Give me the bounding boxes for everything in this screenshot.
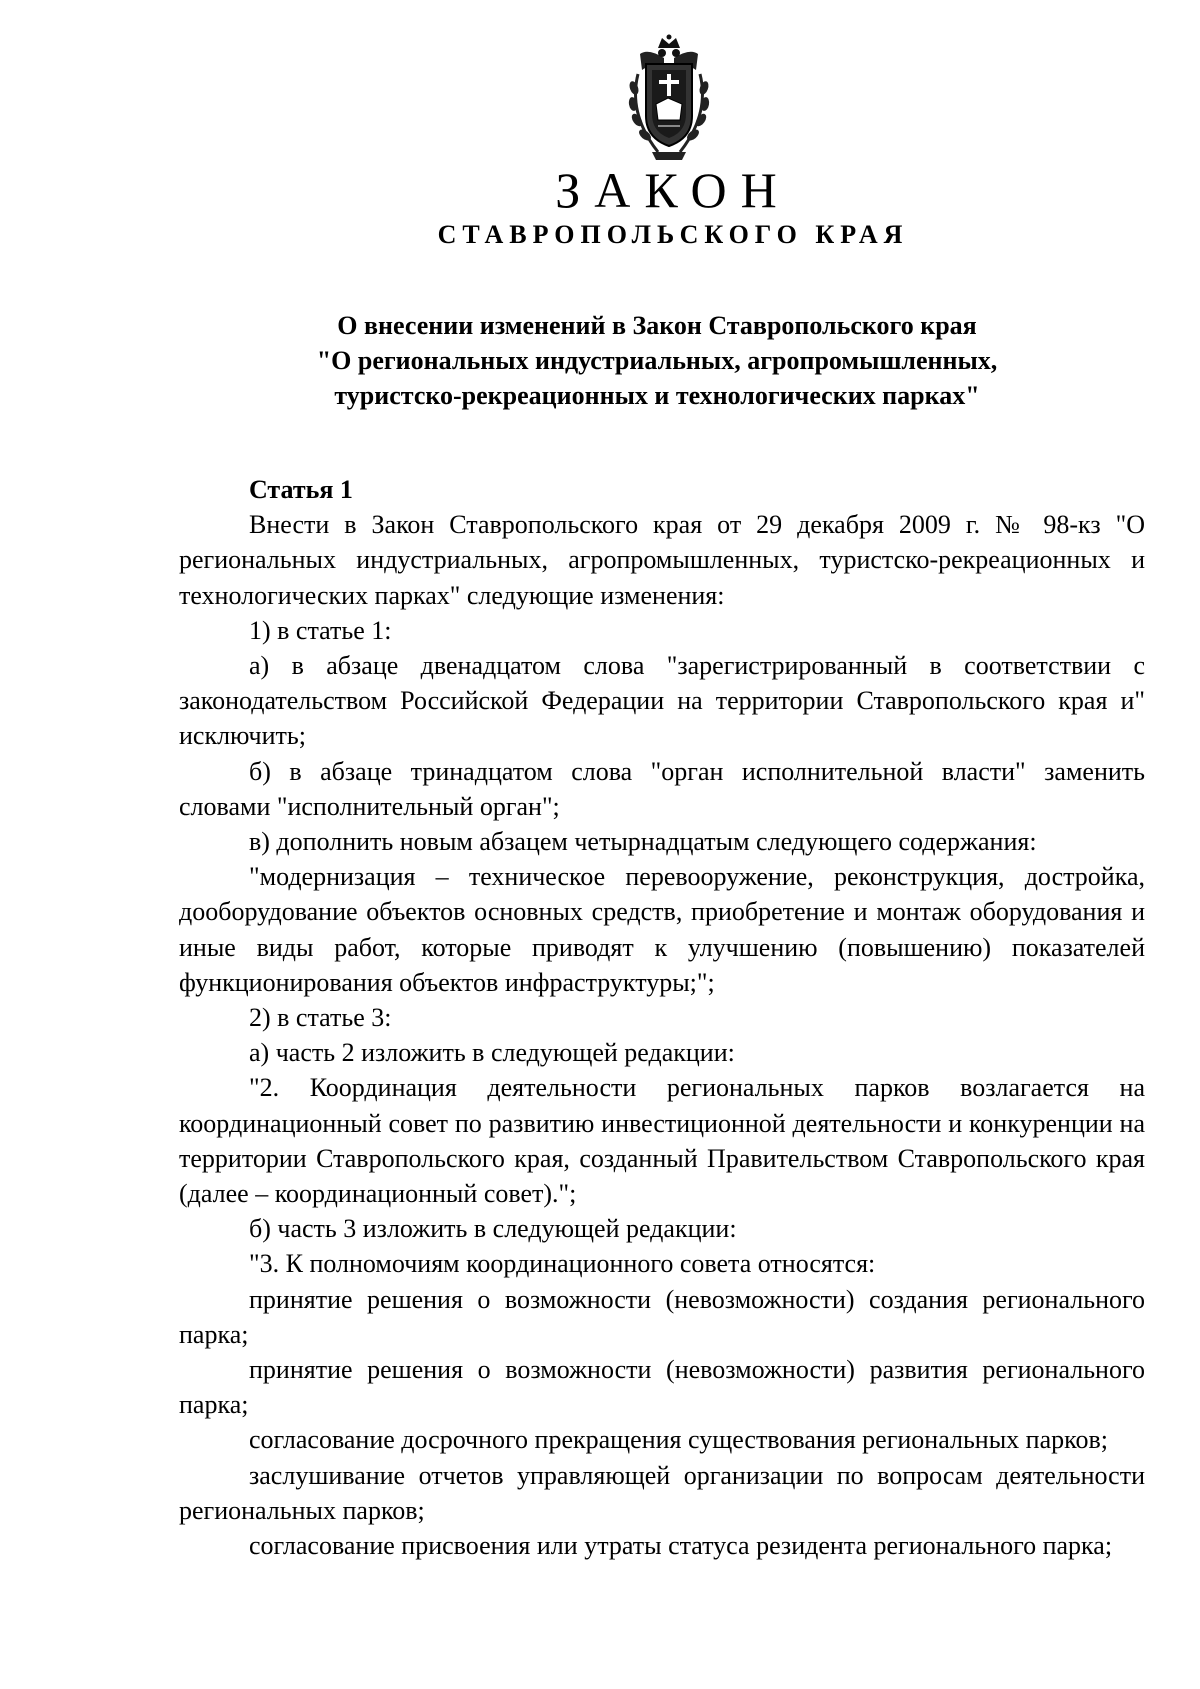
article-paragraph: б) часть 3 изложить в следующей редакции: xyxy=(249,1214,737,1244)
article-paragraph: Внести в Закон Ставропольского края от 29 декабря 2009 г. № 98-кз "О региональных индустриальных, агропромышленных, туристско-рекреационных и технологических парках" следующие изменения: xyxy=(179,510,1145,610)
law-name-line: туристско-рекреационных и технологических парках" xyxy=(334,381,980,410)
article-paragraph: 1) в статье 1: xyxy=(249,615,392,645)
article-paragraph: "2. Координация деятельности региональных парков возлагается на координационный совет по развитию инвестиционной деятельности и конкуренции на территории Ставропольского края, созданный Правительством Ставропольского края (далее – координационный совет)."; xyxy=(179,1073,1145,1209)
law-name-line: "О региональных индустриальных, агропромышленных, xyxy=(316,346,998,375)
article-paragraph: принятие решения о возможности (невозможности) развития регионального парка; xyxy=(179,1355,1145,1420)
article-paragraph: "3. К полномочиям координационного совета относятся: xyxy=(249,1249,876,1279)
article-paragraph: согласование присвоения или утраты статуса резидента регионального парка; xyxy=(249,1531,1113,1561)
article-paragraph: согласование досрочного прекращения существования региональных парков; xyxy=(249,1425,1108,1455)
article-body xyxy=(179,472,1145,1563)
article-paragraph: принятие решения о возможности (невозможности) создания регионального парка; xyxy=(179,1284,1145,1349)
article-paragraph: 2) в статье 3: xyxy=(249,1003,392,1033)
article-paragraph: "модернизация – техническое перевооружение, реконструкция, достройка, дооборудование объектов основных средств, приобретение и монтаж оборудования и иные виды работ, которые приводят к улучшению (повышению) показателей функционирования объектов инфраструктуры;"; xyxy=(179,862,1145,997)
document-issuer-subtitle: СТАВРОПОЛЬСКОГО КРАЯ xyxy=(437,220,909,249)
article-paragraph: заслушивание отчетов управляющей организации по вопросам деятельности региональных парков; xyxy=(179,1460,1145,1525)
article-paragraph: а) в абзаце двенадцатом слова "зарегистрированный в соответствии с законодательством Российской Федерации на территории Ставропольского края и" исключить; xyxy=(179,651,1145,751)
article-paragraph: б) в абзаце тринадцатом слова "орган исполнительной власти" заменить словами "исполнительный орган"; xyxy=(179,756,1145,821)
law-name-line: О внесении изменений в Закон Ставропольского края xyxy=(337,311,977,340)
article-paragraph: в) дополнить новым абзацем четырнадцатым следующего содержания: xyxy=(249,827,1037,857)
document-type-title: ЗАКОН xyxy=(555,162,791,218)
article-heading: Статья 1 xyxy=(249,475,353,504)
article-paragraph: а) часть 2 изложить в следующей редакции: xyxy=(249,1038,735,1068)
coat-of-arms-icon xyxy=(618,34,720,162)
law-name xyxy=(262,308,1052,413)
